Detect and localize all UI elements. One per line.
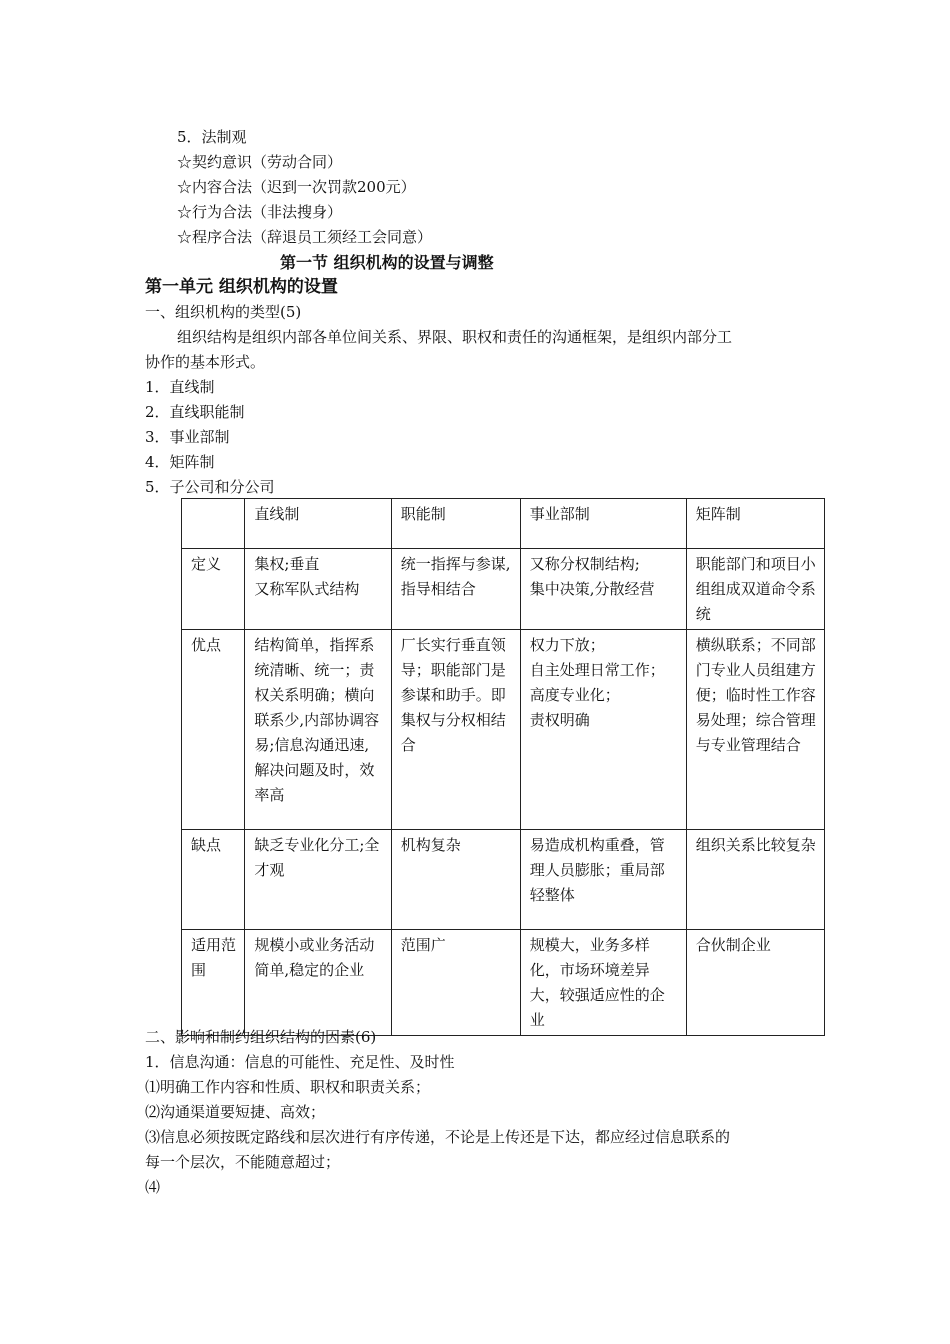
table-cell: 组织关系比较复杂 — [686, 830, 824, 930]
sub-item: ⑴明确工作内容和性质、职权和职责关系； — [145, 1078, 431, 1096]
table-cell: 厂长实行垂直领导；职能部门是参谋和助手。即集权与分权相结合 — [391, 630, 520, 830]
table-row — [182, 930, 825, 1036]
row-label: 定义 — [182, 549, 245, 630]
header-cell — [182, 499, 245, 549]
table-cell: 机构复杂 — [391, 830, 520, 930]
table-row — [182, 630, 825, 830]
sub-item: ⑶信息必须按既定路线和层次进行有序传递，不论是上传还是下达，都应经过信息联系的 — [145, 1128, 731, 1146]
bullet-content-legal: ☆内容合法（迟到一次罚款200元） — [177, 178, 416, 196]
type-item: 2．直线职能制 — [145, 403, 245, 421]
table-cell: 规模小或业务活动简单,稳定的企业 — [245, 930, 391, 1036]
table-cell: 缺乏专业化分工;全才观 — [245, 830, 391, 930]
type-item: 5．子公司和分公司 — [145, 478, 275, 496]
table-cell: 横纵联系；不同部门专业人员组建方便；临时性工作容易处理；综合管理与专业管理结合 — [686, 630, 824, 830]
structure-comparison-table — [181, 498, 825, 1036]
sub-item-continued: 每一个层次，不能随意超过； — [145, 1153, 341, 1171]
table-cell: 结构简单，指挥系统清晰、统一；责权关系明确；横向联系少,内部协调容易;信息沟通迅速,解决问题及时，效率高 — [245, 630, 391, 830]
table-header-row — [182, 499, 825, 549]
row-label: 优点 — [182, 630, 245, 830]
header-cell: 职能制 — [391, 499, 520, 549]
definition-paragraph-line2: 协作的基本形式。 — [145, 353, 266, 371]
row-label: 缺点 — [182, 830, 245, 930]
table-cell: 合伙制企业 — [686, 930, 824, 1036]
bullet-procedure-legal: ☆程序合法（辞退员工须经工会同意） — [177, 228, 433, 246]
table-cell: 易造成机构重叠，管理人员膨胀；重局部轻整体 — [520, 830, 686, 930]
info-communication-item: 1．信息沟通：信息的可能性、充足性、及时性 — [145, 1053, 455, 1071]
unit-title: 第一单元 组织机构的设置 — [145, 277, 338, 297]
header-cell: 矩阵制 — [686, 499, 824, 549]
row-label: 适用范围 — [182, 930, 245, 1036]
part1-heading: 一、组织机构的类型(5) — [145, 303, 302, 321]
section-title: 第一节 组织机构的设置与调整 — [280, 253, 494, 272]
sub-item: ⑷ — [145, 1178, 161, 1196]
table-row — [182, 549, 825, 630]
table-cell: 规模大，业务多样化，市场环境差异大，较强适应性的企业 — [520, 930, 686, 1036]
table-cell: 权力下放； 自主处理日常工作； 高度专业化； 责权明确 — [520, 630, 686, 830]
table-cell: 范围广 — [391, 930, 520, 1036]
table-cell: 又称分权制结构; 集中决策,分散经营 — [520, 549, 686, 630]
type-item: 4．矩阵制 — [145, 453, 215, 471]
table-cell: 职能部门和项目小组组成双道命令系统 — [686, 549, 824, 630]
definition-paragraph-line1: 组织结构是组织内部各单位间关系、界限、职权和责任的沟通框架，是组织内部分工 — [177, 328, 733, 346]
bullet-behavior-legal: ☆行为合法（非法搜身） — [177, 203, 343, 221]
table-cell: 集权;垂直 又称军队式结构 — [245, 549, 391, 630]
part2-heading: 二、影响和制约组织结构的因素(6) — [145, 1028, 377, 1046]
sub-item: ⑵沟通渠道要短捷、高效； — [145, 1103, 326, 1121]
header-cell: 事业部制 — [520, 499, 686, 549]
table-row — [182, 830, 825, 930]
type-item: 3．事业部制 — [145, 428, 230, 446]
table-cell: 统一指挥与参谋,指导相结合 — [391, 549, 520, 630]
law-view-item: 5．法制观 — [177, 128, 247, 146]
type-item: 1．直线制 — [145, 378, 215, 396]
bullet-contract: ☆契约意识（劳动合同） — [177, 153, 343, 171]
header-cell: 直线制 — [245, 499, 391, 549]
